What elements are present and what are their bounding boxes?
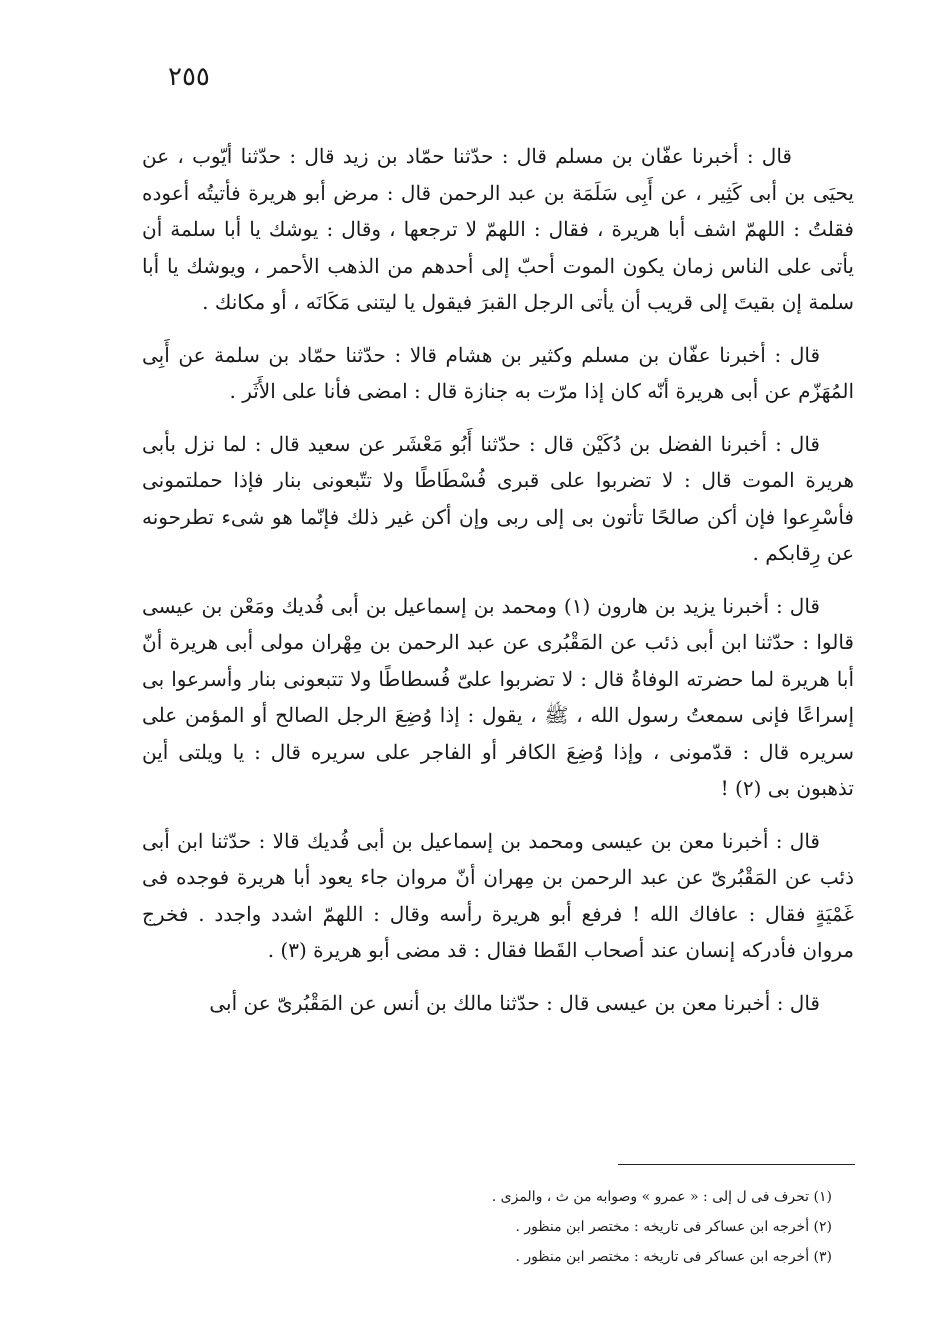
paragraph-2: قال : أخبرنا عفّان بن مسلم وكثير بن هشام قالا : حدّثنا حمّاد بن سلمة عن أَبِى المُهَزّم عن أبى هريرة أنّه كان إذا مرّت به جنازة قال : امضى فأنا على الأَثَر .	[142, 342, 854, 403]
footnote-1: (١) تحرف فى ل إلى : « عمرو » وصوابه من ث ، والمزى .	[491, 1189, 832, 1205]
paragraph-1: قال : أخبرنا عفّان بن مسلم قال : حدّثنا حمّاد بن زيد قال : حدّثنا أيّوب ، عن يحيَى بن أبى كَثِير ، عن أَبِى سَلَمَة بن عبد الرحمن قال : مرض أبو هريرة فأتيتُه أعوده فقلتُ : اللهمّ اشف أبا هريرة ، فقال : اللهمّ لا ترجعها ، وقال : يوشك يا أبا سلمة أن يأتى على الناس زمان يكون الموت أحبّ إلى أحدهم من الذهب الأحمر ، ويوشك يا أبا سلمة إن بقيتَ إلى قريب أن يأتى الرجل القبرَ فيقول يا ليتنى مَكَانَه ، أو مكانك .	[142, 144, 854, 314]
footnote-2: (٢) أخرجه ابن عساكر فى تاريخه : مختصر ابن منظور .	[515, 1219, 832, 1235]
main-text	[142, 138, 854, 1037]
paragraph-4: قال : أخبرنا يزيد بن هارون (١) ومحمد بن إسماعيل بن أبى فُديك ومَعْن بن عيسى قالوا : حدّثنا ابن أبى ذئب عن المَقْبُرى عن عبد الرحمن بن مِهْران مولى أبى هريرة أنّ أبا هريرة لما حضرته الوفاةُ قال : لا تضربوا علىّ فُسطاطًا ولا تتبعونى بنار وأسرعوا بى إسراعًا فإنى سمعتُ رسول الله ، ﷺ ، يقول : إذا وُضِعَ الرجل الصالح أو المؤمن على سريره قال : قدّمونى ، وإذا وُضِعَ الكافر أو الفاجر على سريره قال : يا ويلتى أين تذهبون بى (٢) !	[142, 593, 854, 800]
page-number: ٢٥٥	[168, 62, 210, 92]
footnote-3: (٣) أخرجه ابن عساكر فى تاريخه : مختصر ابن منظور .	[515, 1249, 832, 1265]
footnote-separator	[618, 1164, 855, 1165]
footnotes	[142, 1182, 832, 1272]
paragraph-6: قال : أخبرنا معن بن عيسى قال : حدّثنا مالك بن أنس عن المَقْبُرىّ عن أبى	[209, 990, 820, 1015]
paragraph-3: قال : أخبرنا الفضل بن دُكَيْن قال : حدّثنا أَبُو مَعْشَر عن سعيد قال : لما نزل بأبى هريرة الموت قال : لا تضربوا على قبرى فُسْطَاطًا ولا تتّبعونى بنار فإذا حملتمونى فأسْرِعوا فإن أكن صالحًا تأتون بى إلى ربى وإن أكن غير ذلك فإنّما هو شىء تطرحونه عن رِقابكم .	[142, 431, 854, 565]
paragraph-5: قال : أخبرنا معن بن عيسى ومحمد بن إسماعيل بن أبى فُديك قالا : حدّثنا ابن أبى ذئب عن المَقْبُرىّ عن عبد الرحمن بن مِهران أنّ مروان جاء يعود أبا هريرة فوجده فى غَمْيَةٍ فقال : عافاك الله ! فرفع أبو هريرة رأسه وقال : اللهمّ اشدد واجدد . فخرج مروان فأدركه إنسان عند أصحاب القَطا فقال : قد مضى أبو هريرة (٣) .	[142, 828, 854, 962]
